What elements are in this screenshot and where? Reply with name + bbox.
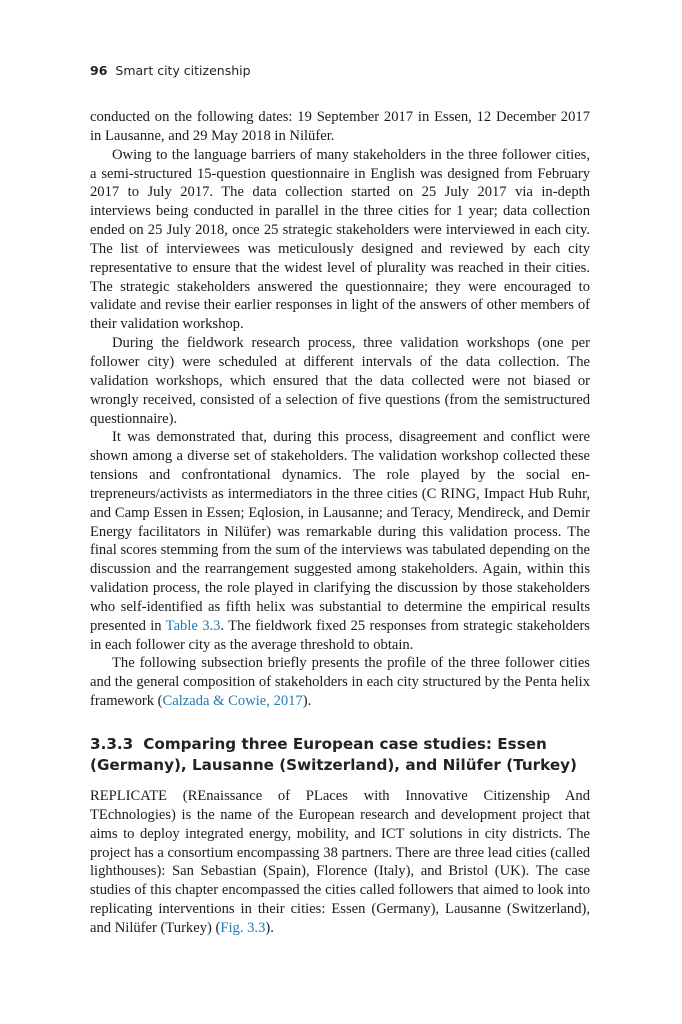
- citation-link[interactable]: Calzada & Cowie, 2017: [162, 693, 303, 710]
- paragraph-questionnaire: Owing to the language barriers of many stakeholders in the three follower cities, a semi-structured 15-question questionnaire in English was designed from February 2017 to July 2017. The data collection started on 25 July 2017 via in-depth interviews being conducted in parallel in the three cities for 1 year; data collection ended on 25 July 2018, once 25 strategic stakeholders were interviewed in each city. The list of interviewees was meticulously designed and reviewed by each city representative to ensure that the widest level of plurality was reached in their cities. The strategic stakeholders answered the questionnaire; they were encouraged to validate and revise their earlier responses in light of the answers of other members of their validation workshop.: [90, 146, 590, 333]
- table-3-3-link[interactable]: Table 3.3: [165, 617, 221, 634]
- paragraph-continued: conducted on the following dates: 19 September 2017 in Essen, 12 December 2017 in Lausanne, and 29 May 2018 in Nilüfer.: [90, 109, 590, 144]
- body-text: [90, 108, 590, 938]
- p6-text-after: ).: [265, 919, 274, 936]
- paragraph-replicate: [90, 787, 590, 938]
- running-title: Smart city citizenship: [115, 63, 251, 78]
- paragraph-validation-workshops: During the fieldwork research process, three validation workshops (one per follower city) were scheduled at different intervals of the data collection. The validation workshops, which ensured that the data collected were not biased or wrongly received, consisted of a selection of five questions (from the semistructured questionnaire).: [90, 335, 590, 427]
- figure-3-3-link[interactable]: Fig. 3.3: [220, 919, 266, 936]
- section-heading: [90, 734, 590, 776]
- p4-text-after: . The fieldwork fixed 25 responses from strategic stakeholders in each follower city as the average threshold to obtain.: [90, 617, 590, 653]
- section-title: Comparing three European case studies: Essen (Germany), Lausanne (Switzerland), and Nilüfer (Turkey): [90, 735, 577, 774]
- paragraph-stakeholder-conflict: [90, 428, 590, 654]
- p5-text-before: The following subsection briefly presents the profile of the three follower cities and the general composition of stakeholders in each city structured by the Penta helix framework (: [90, 655, 590, 710]
- p5-text-after: ).: [302, 693, 312, 710]
- p4-text-before: It was demonstrated that, during this process, disagreement and conflict were shown among a diverse set of stakeholders. The validation workshop collected these tensions and confrontational dynamics. The role played by the social entrepreneurs/activists as intermediators in the three cities (C RING, Impact Hub Ruhr, and Camp Essen in Essen; Eqlosion, in Lausanne; and Teracy, Mendireck, and Demir Energy facilitators in Nilüfer) was remarkable during this validation process. The final scores stemming from the sum of the interviews was tabulated depending on the discussion and the rearrangement suggested among stakeholders. Again, within this validation process, the role played in clarifying the discussion by those stakeholders who self-identified as fifth helix was substantial to determine the empirical results presented in: [90, 429, 590, 634]
- running-header: [90, 63, 251, 78]
- p6-text-before: REPLICATE (REnaissance of PLaces with Innovative Citizenship And TEchnologies) is the name of the European research and development project that aims to deploy integrated energy, mobility, and ICT solutions in city districts. The project has a consortium encompassing 38 partners. There are three lead cities (called lighthouses): San Sebastian (Spain), Florence (Italy), and Bristol (UK). The case studies of this chapter encompassed the cities called followers that aimed to look into replicating interventions in their cities: Essen (Germany), Lausanne (Switzerland), and Nilüfer (Turkey) (: [90, 788, 590, 936]
- page-number: 96: [90, 63, 108, 78]
- paragraph-subsection-intro: [90, 654, 590, 711]
- section-number: 3.3.3: [90, 735, 134, 753]
